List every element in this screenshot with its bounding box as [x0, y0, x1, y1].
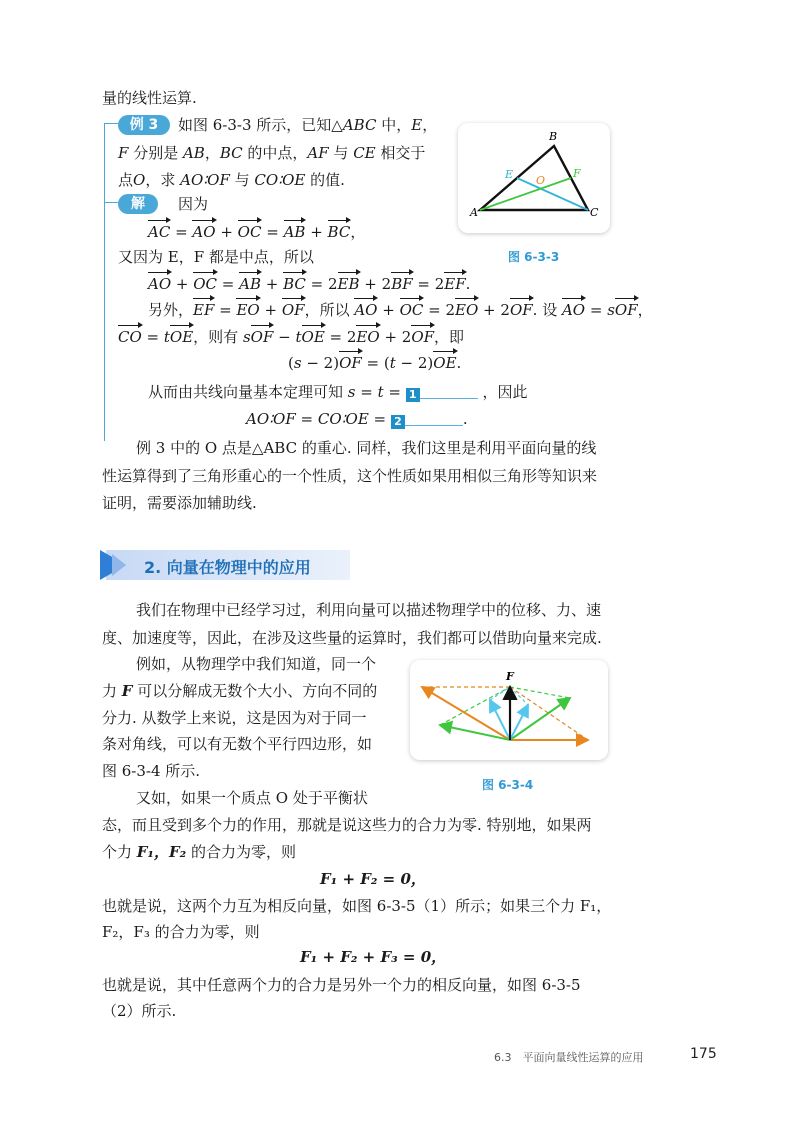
triangle-abc: [480, 146, 588, 210]
centroid-paragraph-line-3: 证明，需要添加辅助线.: [102, 494, 257, 512]
solution-line-8: 从而由共线向量基本定理可知 s = t = 1 ，因此: [148, 383, 528, 401]
blank-2[interactable]: 2: [391, 415, 405, 429]
label-o: O: [536, 174, 546, 187]
solution-tag: 解: [118, 194, 158, 214]
example-question-line-3: 点O，求 AO∶OF 与 CO∶OE 的值.: [118, 171, 345, 189]
green-component-right: [510, 698, 570, 740]
label-a: A: [470, 206, 478, 219]
blank-2-line[interactable]: [405, 411, 463, 426]
label-e: E: [505, 168, 514, 181]
physics-paragraph-line-1: 我们在物理中已经学习过，利用向量可以描述物理学中的位移、力、速: [136, 601, 602, 619]
force-paragraph-line-1: 例如，从物理学中我们知道，同一个: [136, 655, 377, 673]
page-number: 175: [690, 1046, 717, 1062]
equilibrium-line-2: 态，而且受到多个力的作用，那就是说这些力的合力为零. 特别地，如果两: [102, 816, 592, 834]
label-f: F: [573, 167, 581, 180]
equilibrium-line-5: F₂，F₃ 的合力为零，则: [102, 923, 260, 941]
example-3-tag: 例 3: [118, 115, 170, 135]
equilibrium-line-1: 又如，如果一个质点 O 处于平衡状: [136, 789, 368, 807]
figure-6-3-3: [458, 123, 610, 233]
force-paragraph-line-2: 力 F 可以分解成无数个大小、方向不同的: [102, 682, 378, 700]
force-paragraph-line-3: 分力. 从数学上来说，这是因为对于同一: [102, 709, 367, 727]
physics-paragraph-line-2: 度、加速度等，因此，在涉及这些量的运算时，我们都可以借助向量来完成.: [102, 629, 602, 647]
figure-6-3-4: [410, 660, 608, 760]
figure-6-3-4-caption: 图 6-3-4: [482, 778, 534, 792]
solution-line-5: 另外，EF = EO + OF，所以 AO + OC = 2EO + 2OF. 设 AO = sOF，: [148, 301, 653, 319]
solution-eq-1: AC = AO + OC = AB + BC，: [148, 223, 366, 241]
force-decomposition-diagram: [410, 660, 608, 760]
solution-line-6: CO = tOE，则有 sOF − tOE = 2EO + 2OF，即: [118, 328, 465, 346]
solution-because: 因为: [178, 195, 209, 213]
blank-1-line[interactable]: [420, 384, 478, 399]
figure-6-3-3-caption: 图 6-3-3: [508, 250, 560, 264]
equilibrium-line-7: （2）所示.: [102, 1002, 177, 1020]
equation-three-forces: F₁ + F₂ + F₃ = 0，: [300, 948, 447, 966]
label-force-f: F: [506, 670, 514, 683]
force-paragraph-line-5: 图 6-3-4 所示.: [102, 762, 201, 780]
section-title: 2. 向量在物理中的应用: [144, 558, 311, 577]
equation-two-forces: F₁ + F₂ = 0，: [320, 870, 426, 888]
centroid-paragraph-line-2: 性运算得到了三角形重心的一个性质，这个性质如果用相似三角形等知识来: [102, 467, 598, 485]
force-paragraph-line-4: 条对角线，可以有无数个平行四边形，如: [102, 735, 373, 753]
label-c: C: [590, 206, 599, 219]
example-question-line-2: F 分别是 AB，BC 的中点，AF 与 CE 相交于: [118, 144, 426, 162]
solution-line-3: 又因为 E，F 都是中点，所以: [118, 248, 314, 266]
triangle-diagram: [458, 123, 610, 233]
footer-section-title: 6.3 平面向量线性运算的应用: [494, 1051, 644, 1064]
equilibrium-line-6: 也就是说，其中任意两个力的合力是另外一个力的相反向量，如图 6-3-5: [102, 976, 581, 994]
solution-eq-2: AO + OC = AB + BC = 2EB + 2BF = 2EF.: [148, 275, 471, 293]
bracket-tick-mid: [104, 202, 118, 203]
example-bracket: [104, 123, 105, 441]
green-component-left: [440, 725, 510, 740]
blank-1[interactable]: 1: [406, 388, 420, 402]
centroid-paragraph-line-1: 例 3 中的 O 点是△ABC 的重心. 同样，我们这里是利用平面向量的线: [136, 439, 597, 457]
bracket-tick-top: [104, 123, 118, 124]
example-question-line-1: 如图 6-3-3 所示，已知△ABC 中，E，: [178, 116, 438, 134]
dashed-blue-left: [490, 687, 510, 700]
solution-eq-3: (s − 2)OF = (t − 2)OE.: [288, 354, 462, 372]
label-b: B: [549, 130, 558, 143]
solution-line-9: AO∶OF = CO∶OE = 2 .: [246, 410, 468, 428]
top-continuation: 量的线性运算.: [102, 89, 197, 107]
equilibrium-line-4: 也就是说，这两个力互为相反向量，如图 6-3-5（1）所示；如果三个力 F₁，: [102, 897, 612, 915]
equilibrium-line-3: 个力 F₁，F₂ 的合力为零，则: [102, 843, 297, 861]
